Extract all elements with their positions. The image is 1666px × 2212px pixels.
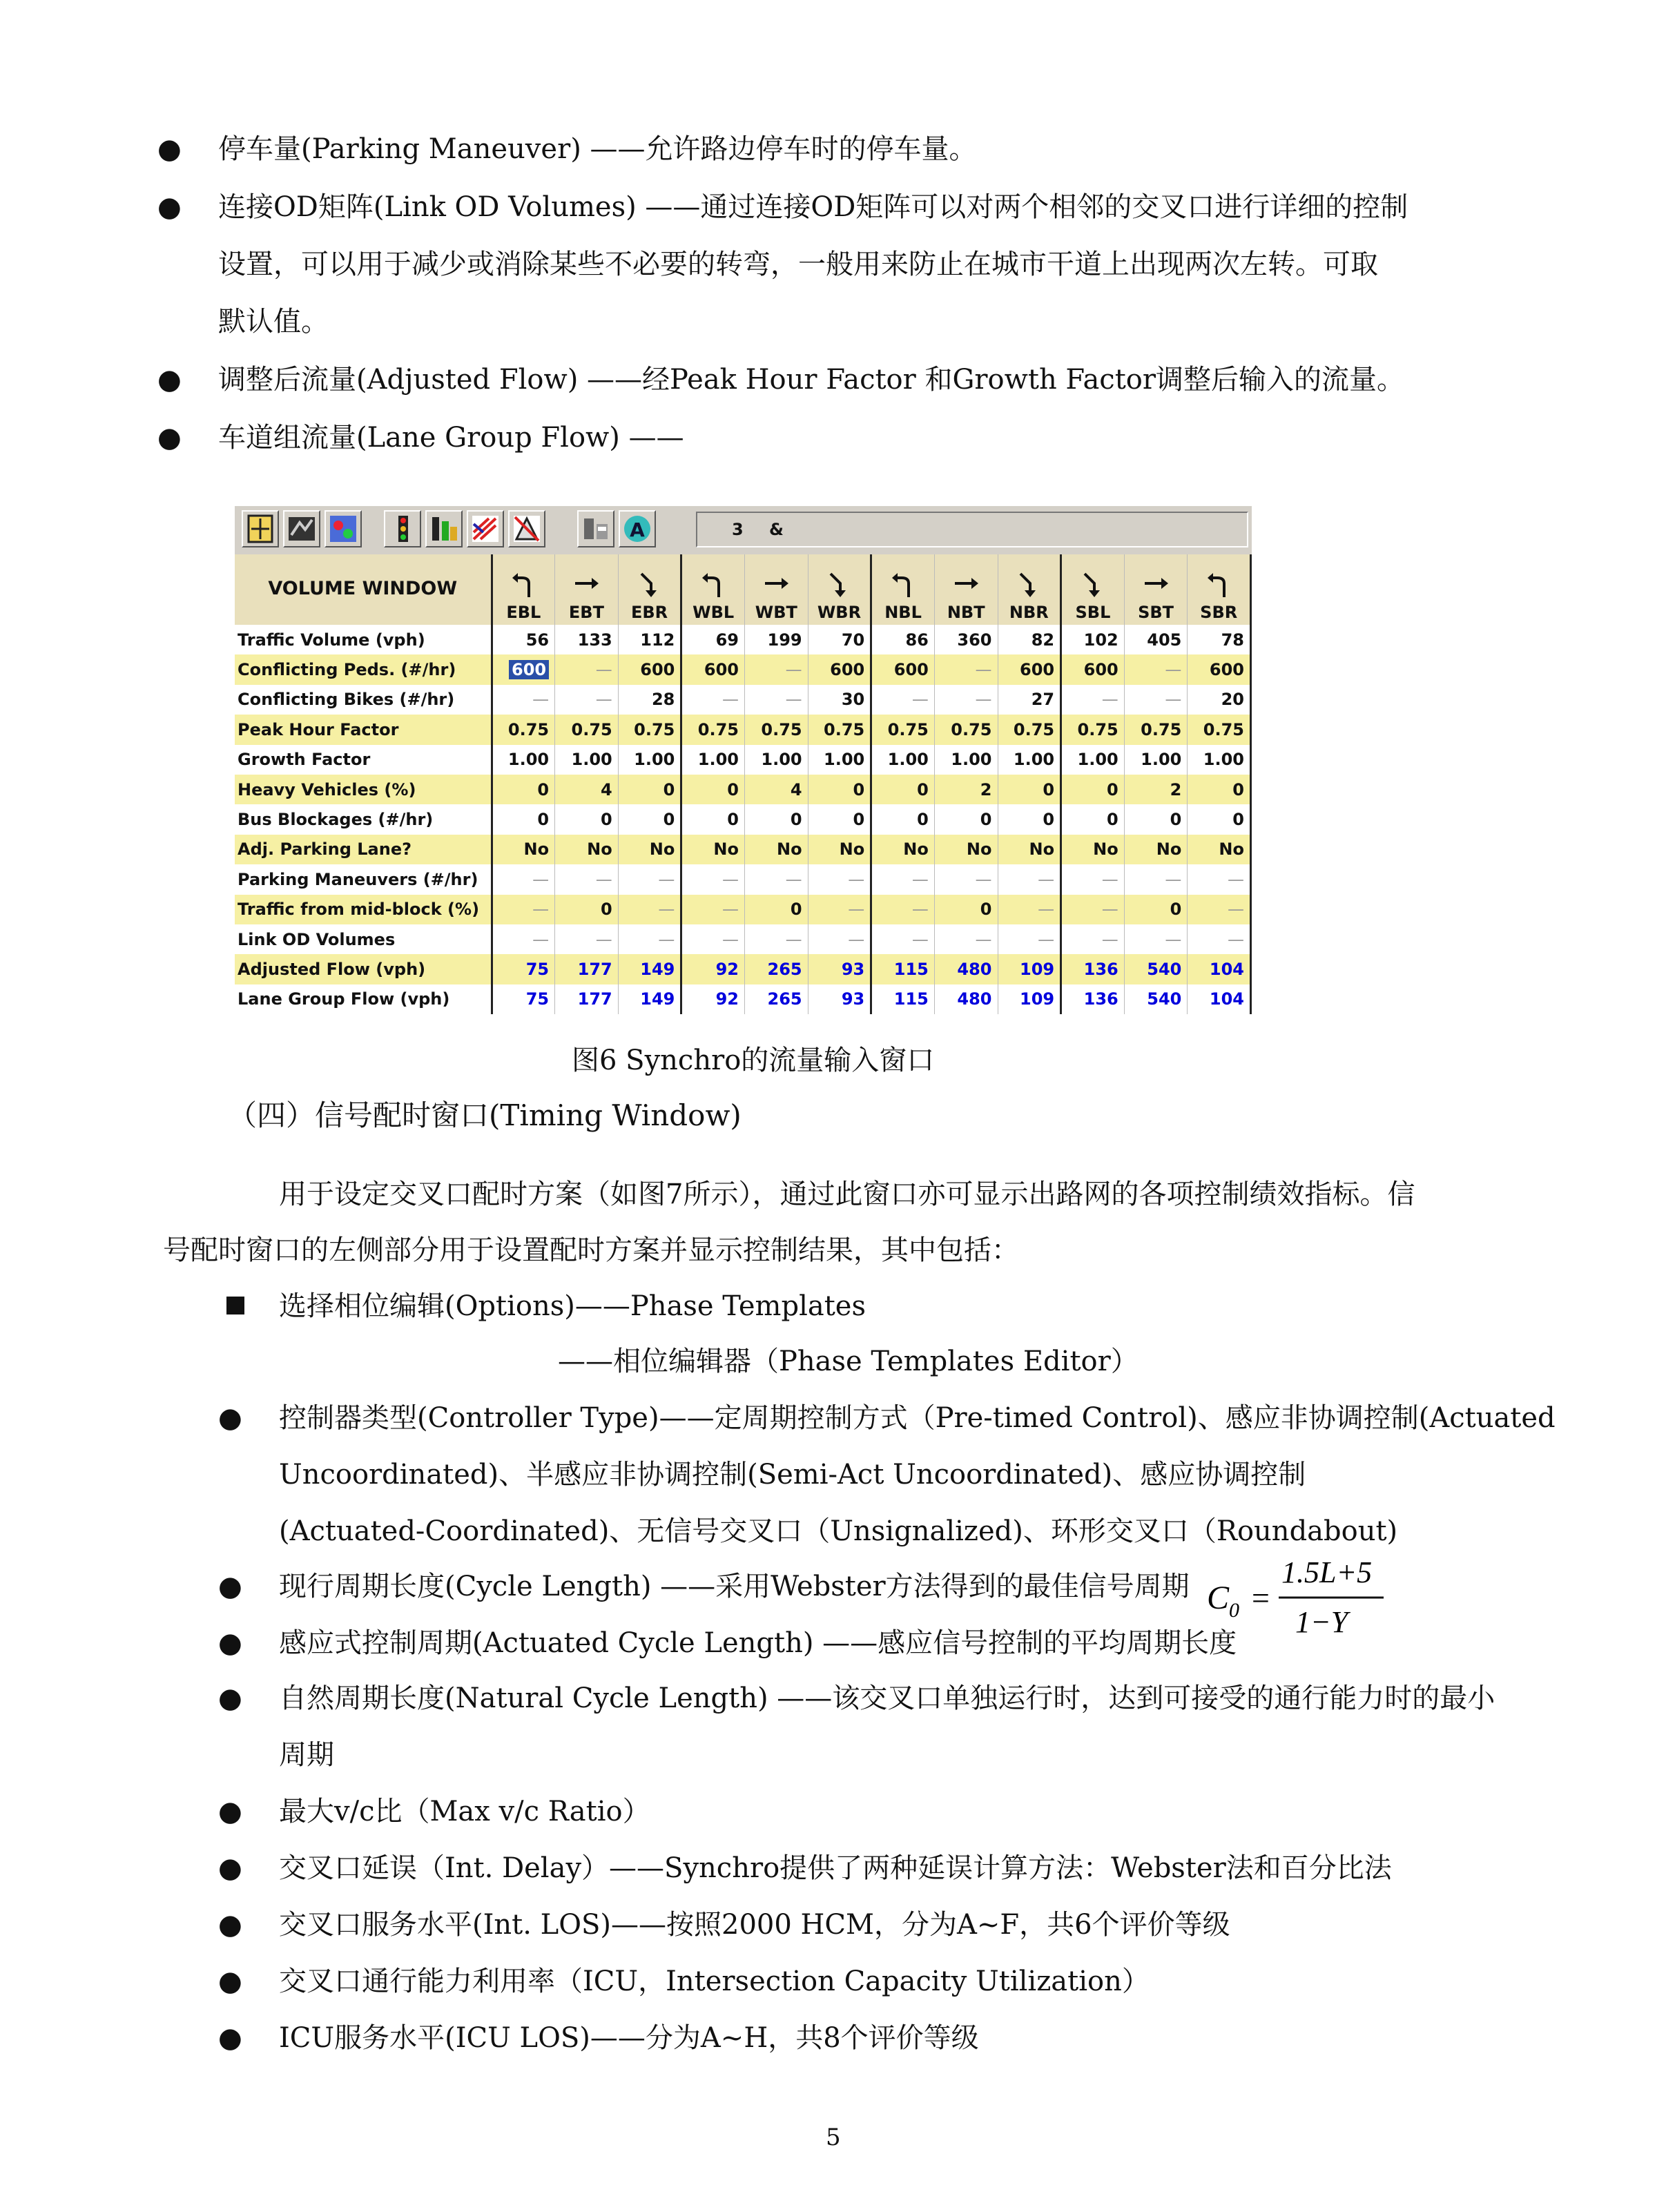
page-number: 5	[826, 2124, 841, 2151]
left-turn-arrow-icon	[508, 568, 539, 599]
table-cell[interactable]: 1.00	[618, 745, 681, 775]
movement-label: NBR	[1009, 603, 1049, 622]
movement-label: SBT	[1138, 603, 1174, 622]
table-cell[interactable]: 112	[618, 625, 681, 654]
node-settings-button[interactable]	[242, 510, 279, 547]
table-cell[interactable]: —	[492, 685, 555, 715]
table-cell[interactable]: 1.00	[1124, 745, 1188, 775]
table-cell[interactable]: 0	[871, 804, 935, 834]
through-arrow-icon	[761, 568, 791, 599]
table-cell[interactable]: 177	[555, 954, 619, 984]
movement-label: SBR	[1200, 603, 1238, 622]
table-row	[235, 864, 1251, 894]
table-cell[interactable]: 75	[492, 984, 555, 1014]
table-cell[interactable]: —	[1061, 924, 1125, 954]
timing-bullet-line: (Actuated-Coordinated)、无信号交叉口（Unsignalized)、环形交叉口（Roundabout)	[279, 1515, 1398, 1547]
table-cell[interactable]: No	[808, 835, 871, 864]
table-cell[interactable]: 0	[681, 775, 745, 804]
table-cell[interactable]: —	[618, 895, 681, 924]
table-cell[interactable]: —	[808, 895, 871, 924]
movement-header-sbr	[1188, 554, 1251, 625]
table-cell[interactable]: 600	[808, 654, 871, 684]
through-arrow-icon	[951, 568, 981, 599]
table-cell[interactable]: 0.75	[808, 715, 871, 744]
phasing-button[interactable]	[467, 510, 504, 547]
row-label: Traffic from mid-block (%)	[235, 895, 492, 924]
table-cell[interactable]: —	[745, 654, 808, 684]
table-cell[interactable]: No	[681, 835, 745, 864]
table-cell[interactable]: 1.00	[871, 745, 935, 775]
traffic-signal-icon	[385, 512, 420, 546]
timing-bullet-line: 控制器类型(Controller Type)——定周期控制方式（Pre-timed Control)、感应非协调控制(Actuated	[279, 1402, 1556, 1434]
table-cell[interactable]: —	[492, 924, 555, 954]
table-cell[interactable]: 109	[998, 954, 1061, 984]
table-cell[interactable]: 28	[618, 685, 681, 715]
formula-subscript: 0	[1229, 1599, 1239, 1622]
table-cell[interactable]: 0.75	[934, 715, 998, 744]
table-cell[interactable]: 1.00	[998, 745, 1061, 775]
table-cell[interactable]: 0.75	[681, 715, 745, 744]
table-cell[interactable]: 0.75	[1124, 715, 1188, 744]
table-cell[interactable]: —	[934, 864, 998, 894]
bullet-link-od-line-1: 连接OD矩阵(Link OD Volumes) ——通过连接OD矩阵可以对两个相邻的交叉口进行详细的控制	[218, 191, 1408, 223]
lanes-icon	[326, 512, 360, 546]
table-cell[interactable]: 600	[618, 654, 681, 684]
table-cell[interactable]: 0	[555, 895, 619, 924]
cycle-length-formula	[1207, 1546, 1386, 1651]
bullet-lane-group-flow: 车道组流量(Lane Group Flow) ——	[218, 422, 684, 454]
table-cell[interactable]: —	[1188, 895, 1251, 924]
table-cell[interactable]: 1.00	[555, 745, 619, 775]
row-label: Adj. Parking Lane?	[235, 835, 492, 864]
table-cell[interactable]: 0	[808, 775, 871, 804]
table-cell[interactable]: —	[998, 864, 1061, 894]
row-label: Conflicting Bikes (#/hr)	[235, 685, 492, 715]
table-row	[235, 984, 1251, 1014]
table-cell[interactable]: 93	[808, 954, 871, 984]
table-cell[interactable]: —	[1061, 895, 1125, 924]
bullet-dot: ●	[218, 1627, 242, 1659]
section-heading: （四）信号配时窗口(Timing Window)	[228, 1098, 742, 1132]
table-cell[interactable]: 115	[871, 954, 935, 984]
volume-window-table	[235, 554, 1252, 1014]
table-cell[interactable]: No	[1188, 835, 1251, 864]
svg-text:A: A	[630, 518, 645, 541]
table-cell[interactable]: —	[492, 895, 555, 924]
table-cell[interactable]: 600	[1061, 654, 1125, 684]
table-cell[interactable]: —	[555, 924, 619, 954]
table-cell[interactable]: —	[1124, 864, 1188, 894]
table-cell[interactable]: —	[1124, 685, 1188, 715]
table-row	[235, 654, 1251, 684]
table-cell[interactable]: 93	[808, 984, 871, 1014]
right-turn-arrow-icon	[1078, 568, 1108, 599]
movement-header-ebr	[618, 554, 681, 625]
table-cell[interactable]: No	[1061, 835, 1125, 864]
volumes-icon	[427, 512, 461, 546]
table-cell[interactable]: 1.00	[934, 745, 998, 775]
bullet-dot: ●	[157, 191, 182, 223]
bullet-dot: ●	[157, 422, 182, 454]
table-cell[interactable]: 136	[1061, 984, 1125, 1014]
table-cell[interactable]: —	[555, 864, 619, 894]
detector-icon	[579, 512, 613, 546]
volumes-button[interactable]	[425, 510, 463, 547]
traffic-signal-button[interactable]	[384, 510, 421, 547]
table-cell[interactable]: 75	[492, 954, 555, 984]
row-label: Growth Factor	[235, 745, 492, 775]
table-cell[interactable]: 0	[934, 804, 998, 834]
table-cell[interactable]: 0	[1124, 895, 1188, 924]
table-cell[interactable]: —	[1124, 924, 1188, 954]
table-cell[interactable]: 0	[808, 804, 871, 834]
movement-header-wbl	[681, 554, 745, 625]
formula-denominator: 1−Y	[1295, 1605, 1348, 1639]
node-settings-icon	[243, 512, 278, 546]
table-cell[interactable]: 0	[1188, 804, 1251, 834]
table-cell[interactable]: 0	[998, 804, 1061, 834]
table-cell[interactable]: 1.00	[1188, 745, 1251, 775]
table-cell[interactable]: 0	[492, 804, 555, 834]
table-cell[interactable]: —	[1061, 864, 1125, 894]
movement-label: WBR	[817, 603, 862, 622]
table-cell[interactable]: —	[745, 924, 808, 954]
detector-button[interactable]	[577, 510, 614, 547]
table-cell[interactable]: 600	[681, 654, 745, 684]
right-turn-arrow-icon	[635, 568, 665, 599]
table-cell[interactable]: 0	[492, 775, 555, 804]
selected-cell-value[interactable]: 600	[509, 660, 549, 679]
map-icon	[284, 512, 319, 546]
table-cell[interactable]: 70	[808, 625, 871, 654]
table-cell[interactable]: —	[934, 924, 998, 954]
table-cell[interactable]: 1.00	[492, 745, 555, 775]
right-turn-arrow-icon	[824, 568, 854, 599]
row-label: Traffic Volume (vph)	[235, 625, 492, 654]
row-label: Lane Group Flow (vph)	[235, 984, 492, 1014]
node-number-field[interactable]	[696, 512, 1248, 547]
movement-label: EBT	[568, 603, 604, 622]
table-row	[235, 625, 1251, 654]
table-cell[interactable]: 27	[998, 685, 1061, 715]
table-cell[interactable]: 0.75	[1188, 715, 1251, 744]
table-cell[interactable]: 1.00	[1061, 745, 1125, 775]
table-cell[interactable]: 360	[934, 625, 998, 654]
table-cell[interactable]: No	[871, 835, 935, 864]
bullet-dot: ●	[218, 1796, 242, 1827]
table-cell[interactable]: No	[745, 835, 808, 864]
bullet-dot: ●	[218, 1571, 242, 1602]
synchro-toolbar	[235, 506, 1252, 556]
table-header-row	[235, 554, 1251, 625]
table-cell[interactable]: 265	[745, 984, 808, 1014]
table-cell[interactable]: —	[681, 685, 745, 715]
row-label: Conflicting Peds. (#/hr)	[235, 654, 492, 684]
table-cell[interactable]: 2	[1124, 775, 1188, 804]
table-cell[interactable]: 0.75	[745, 715, 808, 744]
table-cell[interactable]: —	[934, 685, 998, 715]
volume-window-title: VOLUME WINDOW	[235, 554, 492, 625]
table-cell[interactable]: No	[618, 835, 681, 864]
table-cell[interactable]: 56	[492, 625, 555, 654]
movement-label: NBT	[947, 603, 985, 622]
row-label: Bus Blockages (#/hr)	[235, 804, 492, 834]
table-cell[interactable]: —	[871, 924, 935, 954]
table-cell[interactable]: 0	[745, 895, 808, 924]
coordination-icon	[510, 512, 544, 546]
timing-bullet-line: 交叉口服务水平(Int. LOS)——按照2000 HCM，分为A~F，共6个评价等级	[279, 1909, 1230, 1941]
table-cell[interactable]: 0	[934, 895, 998, 924]
table-cell[interactable]: 78	[1188, 625, 1251, 654]
bullet-dot: ●	[218, 1852, 242, 1884]
formula-graphic	[1207, 1546, 1386, 1643]
timing-bullet-line: 最大v/c比（Max v/c Ratio）	[279, 1796, 650, 1827]
table-cell[interactable]: 1.00	[808, 745, 871, 775]
table-cell[interactable]: 480	[934, 984, 998, 1014]
table-cell[interactable]: 0	[745, 804, 808, 834]
right-turn-arrow-icon	[1014, 568, 1044, 599]
left-turn-arrow-icon	[698, 568, 728, 599]
table-cell[interactable]: 0.75	[555, 715, 619, 744]
bullet-dot: ●	[218, 1909, 242, 1941]
table-cell[interactable]: —	[618, 924, 681, 954]
table-cell[interactable]: 0	[1061, 775, 1125, 804]
table-cell[interactable]: 600	[998, 654, 1061, 684]
map-button[interactable]	[283, 510, 320, 547]
timing-bullet-line: 感应式控制周期(Actuated Cycle Length) ——感应信号控制的平均周期长度	[279, 1627, 1237, 1659]
table-cell[interactable]: No	[555, 835, 619, 864]
movement-header-nbl	[871, 554, 935, 625]
table-cell[interactable]: 540	[1124, 984, 1188, 1014]
table-cell[interactable]: 199	[745, 625, 808, 654]
table-cell[interactable]: 0.75	[618, 715, 681, 744]
table-cell[interactable]: 86	[871, 625, 935, 654]
table-cell[interactable]: No	[1124, 835, 1188, 864]
movement-header-wbr	[808, 554, 871, 625]
table-cell[interactable]: —	[1188, 864, 1251, 894]
table-cell[interactable]: 0	[1061, 804, 1125, 834]
table-cell[interactable]: —	[808, 864, 871, 894]
table-cell[interactable]: 540	[1124, 954, 1188, 984]
movement-header-nbt	[934, 554, 998, 625]
table-cell[interactable]: 0	[618, 775, 681, 804]
node-symbol: &	[769, 520, 784, 539]
bullet-dot: ●	[157, 364, 182, 396]
table-cell[interactable]: 115	[871, 984, 935, 1014]
movement-label: EBL	[506, 603, 541, 622]
table-cell[interactable]: —	[681, 895, 745, 924]
table-cell[interactable]: 0.75	[1061, 715, 1125, 744]
movement-label: WBT	[755, 603, 797, 622]
table-cell[interactable]: —	[681, 864, 745, 894]
row-label: Link OD Volumes	[235, 924, 492, 954]
table-cell[interactable]: 480	[934, 954, 998, 984]
table-cell[interactable]: —	[555, 685, 619, 715]
movement-label: NBL	[884, 603, 922, 622]
table-cell[interactable]: —	[871, 895, 935, 924]
table-cell[interactable]: —	[998, 895, 1061, 924]
node-number-value: 3	[732, 520, 744, 539]
table-cell[interactable]: 1.00	[745, 745, 808, 775]
table-row	[235, 895, 1251, 924]
square-bullet	[226, 1297, 244, 1314]
left-turn-arrow-icon	[1203, 568, 1234, 599]
bullet-dot: ●	[218, 1682, 242, 1714]
table-cell[interactable]: 2	[934, 775, 998, 804]
lanes-button[interactable]	[325, 510, 362, 547]
timing-bullet-line: ICU服务水平(ICU LOS)——分为A~H，共8个评价等级	[279, 2022, 979, 2054]
table-cell[interactable]: —	[1188, 924, 1251, 954]
left-turn-arrow-icon	[888, 568, 918, 599]
bullet-adjusted-flow: 调整后流量(Adjusted Flow) ——经Peak Hour Factor 和Growth Factor调整后输入的流量。	[218, 364, 1404, 396]
bullet-parking-maneuver: 停车量(Parking Maneuver) ——允许路边停车时的停车量。	[218, 133, 977, 165]
table-cell[interactable]: 0.75	[871, 715, 935, 744]
simulation-button[interactable]	[619, 510, 656, 547]
phasing-icon	[468, 512, 503, 546]
table-cell[interactable]: —	[492, 864, 555, 894]
table-row	[235, 685, 1251, 715]
table-cell[interactable]: 104	[1188, 984, 1251, 1014]
table-cell[interactable]: —	[871, 864, 935, 894]
table-cell[interactable]: 0.75	[492, 715, 555, 744]
simulation-icon	[620, 512, 655, 546]
movement-header-sbl	[1061, 554, 1125, 625]
table-cell[interactable]: —	[745, 685, 808, 715]
table-cell[interactable]: 30	[808, 685, 871, 715]
through-arrow-icon	[571, 568, 601, 599]
timing-bullet-line: Uncoordinated)、半感应非协调控制(Semi-Act Uncoordinated)、感应协调控制	[279, 1459, 1306, 1491]
table-cell[interactable]: 600	[1188, 654, 1251, 684]
table-cell[interactable]: —	[998, 924, 1061, 954]
paragraph-line-2: 号配时窗口的左侧部分用于设置配时方案并显示控制结果，其中包括：	[163, 1234, 1019, 1266]
table-cell[interactable]: 109	[998, 984, 1061, 1014]
table-cell[interactable]: 0	[871, 775, 935, 804]
movement-label: SBL	[1075, 603, 1111, 622]
bullet-dot: ●	[218, 1402, 242, 1434]
table-row	[235, 715, 1251, 744]
table-cell[interactable]: 1.00	[681, 745, 745, 775]
table-cell[interactable]: —	[618, 864, 681, 894]
table-cell[interactable]: 0	[555, 804, 619, 834]
timing-bullet-line: 交叉口延误（Int. Delay）——Synchro提供了两种延误计算方法：Webster法和百分比法	[279, 1852, 1392, 1884]
timing-bullet-line: 现行周期长度(Cycle Length) ——采用Webster方法得到的最佳信号周期	[279, 1571, 1190, 1602]
formula-lhs: C	[1207, 1580, 1230, 1616]
timing-bullet-line: 自然周期长度(Natural Cycle Length) ——该交叉口单独运行时，达到可接受的通行能力时的最小	[279, 1682, 1495, 1714]
bullet-link-od-line-2: 设置，可以用于减少或消除某些不必要的转弯，一般用来防止在城市干道上出现两次左转。可取	[218, 249, 1378, 280]
movement-header-wbt	[745, 554, 808, 625]
figure-caption: 图6 Synchro的流量输入窗口	[572, 1045, 935, 1076]
row-label: Peak Hour Factor	[235, 715, 492, 744]
table-cell[interactable]: —	[934, 654, 998, 684]
table-cell[interactable]: —	[1124, 654, 1188, 684]
bullet-dot: ●	[218, 2022, 242, 2054]
table-cell[interactable]: 600	[871, 654, 935, 684]
movement-label: EBR	[630, 603, 668, 622]
table-cell[interactable]: 4	[745, 775, 808, 804]
table-cell[interactable]: No	[934, 835, 998, 864]
table-cell[interactable]: 0.75	[998, 715, 1061, 744]
movement-header-ebl	[492, 554, 555, 625]
row-label: Parking Maneuvers (#/hr)	[235, 864, 492, 894]
table-cell[interactable]: —	[681, 924, 745, 954]
bullet-dot: ●	[218, 1966, 242, 1997]
movement-header-nbr	[998, 554, 1061, 625]
table-cell[interactable]: 92	[681, 954, 745, 984]
table-cell[interactable]: 136	[1061, 954, 1125, 984]
table-cell[interactable]: 104	[1188, 954, 1251, 984]
table-cell[interactable]: No	[998, 835, 1061, 864]
through-arrow-icon	[1141, 568, 1171, 599]
table-cell[interactable]: 0	[618, 804, 681, 834]
table-row	[235, 775, 1251, 804]
table-cell[interactable]: No	[492, 835, 555, 864]
movement-label: WBL	[692, 603, 735, 622]
timing-bullet-line: 交叉口通行能力利用率（ICU，Intersection Capacity Utilization）	[279, 1966, 1150, 1997]
table-cell[interactable]: —	[808, 924, 871, 954]
paragraph-line-1: 用于设定交叉口配时方案（如图7所示），通过此窗口亦可显示出路网的各项控制绩效指标。信	[279, 1178, 1415, 1210]
table-cell[interactable]: 92	[681, 984, 745, 1014]
table-cell[interactable]: 0	[1124, 804, 1188, 834]
formula-equals: =	[1250, 1580, 1272, 1616]
table-cell[interactable]: 265	[745, 954, 808, 984]
table-row	[235, 804, 1251, 834]
table-cell[interactable]: 102	[1061, 625, 1125, 654]
bullet-dot: ●	[157, 133, 182, 165]
synchro-volume-window-screenshot	[235, 506, 1252, 1016]
timing-bullet-line: 周期	[279, 1739, 334, 1771]
table-cell[interactable]: 0	[681, 804, 745, 834]
movement-header-ebt	[555, 554, 619, 625]
movement-header-sbt	[1124, 554, 1188, 625]
table-cell[interactable]: —	[1061, 685, 1125, 715]
row-label: Adjusted Flow (vph)	[235, 954, 492, 984]
formula-numerator: 1.5L+5	[1281, 1555, 1373, 1589]
square-item-line-1: 选择相位编辑(Options)——Phase Templates	[279, 1290, 866, 1322]
row-label: Heavy Vehicles (%)	[235, 775, 492, 804]
table-cell[interactable]: —	[745, 864, 808, 894]
coordination-button[interactable]	[508, 510, 545, 547]
table-cell[interactable]: 20	[1188, 685, 1251, 715]
table-cell[interactable]: —	[555, 654, 619, 684]
table-cell[interactable]: 149	[618, 984, 681, 1014]
table-cell[interactable]: 82	[998, 625, 1061, 654]
table-cell[interactable]: 133	[555, 625, 619, 654]
table-cell[interactable]: 149	[618, 954, 681, 984]
table-cell[interactable]: 177	[555, 984, 619, 1014]
table-cell[interactable]: 0	[1188, 775, 1251, 804]
table-cell[interactable]: —	[871, 685, 935, 715]
square-item-line-2: ——相位编辑器（Phase Templates Editor）	[558, 1346, 1139, 1377]
table-cell[interactable]: 405	[1124, 625, 1188, 654]
table-cell[interactable]: 69	[681, 625, 745, 654]
table-cell[interactable]	[492, 654, 555, 684]
table-row	[235, 954, 1251, 984]
table-row	[235, 924, 1251, 954]
table-row	[235, 745, 1251, 775]
table-cell[interactable]: 0	[998, 775, 1061, 804]
bullet-link-od-line-3: 默认值。	[218, 306, 329, 338]
table-row	[235, 835, 1251, 864]
table-cell[interactable]: 4	[555, 775, 619, 804]
